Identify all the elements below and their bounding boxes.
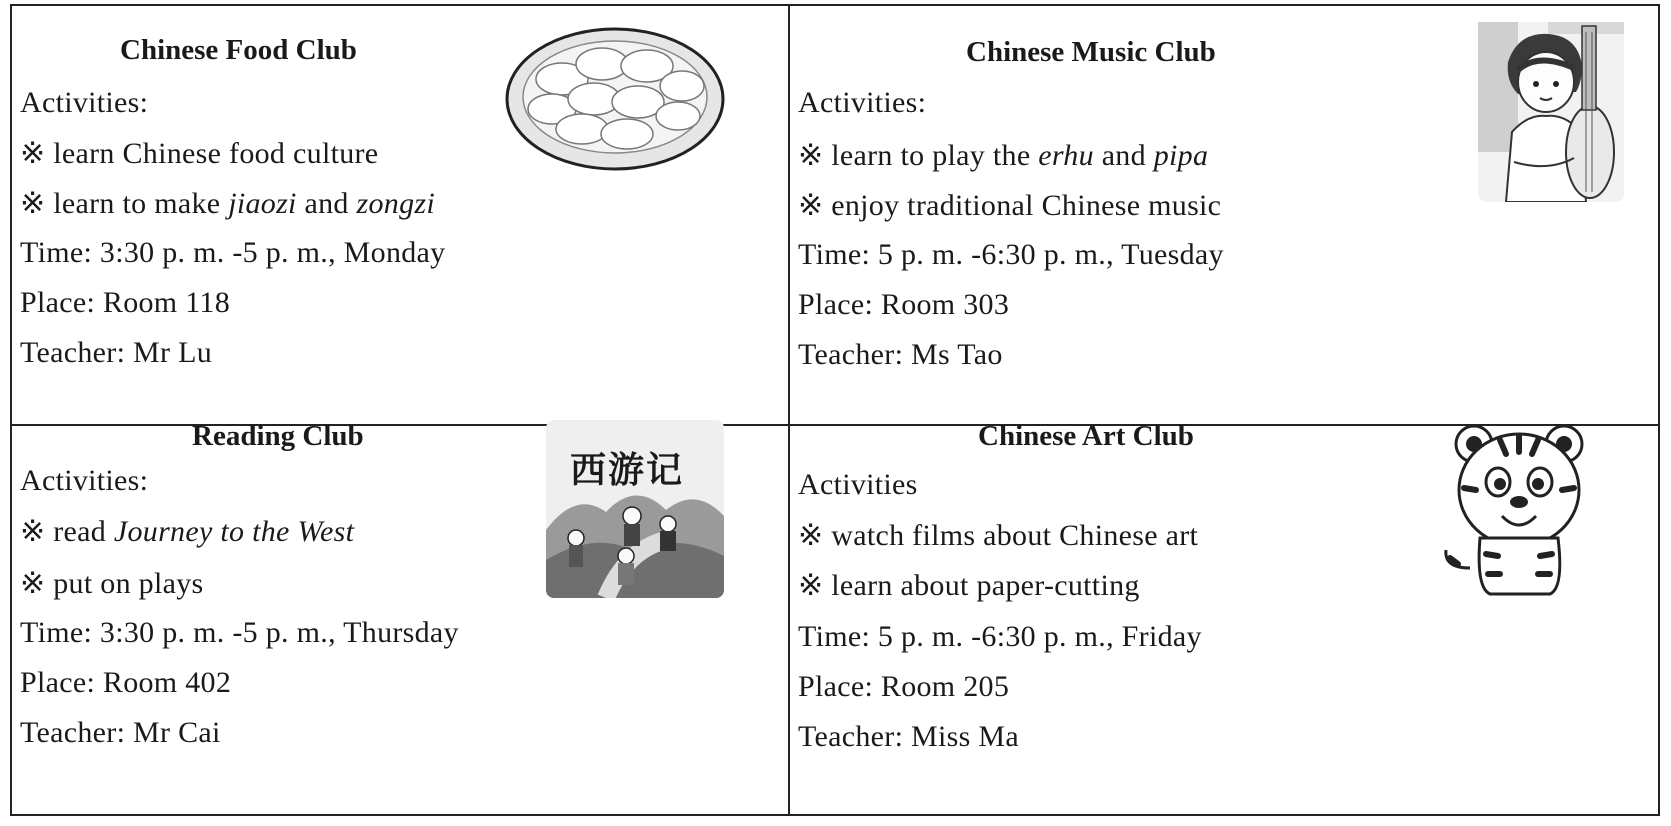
girl-playing-pipa-icon: [1478, 22, 1624, 202]
music-activity-2: ※ enjoy traditional Chinese music: [798, 189, 1222, 222]
music-place: Place: Room 303: [798, 288, 1010, 321]
journey-to-the-west-cover-icon: [546, 420, 724, 598]
reading-activity-1: ※ read Journey to the West: [20, 515, 355, 548]
food-teacher: Teacher: Mr Lu: [20, 336, 213, 369]
music-activity-1: ※ learn to play the erhu and pipa: [798, 139, 1209, 172]
music-activities-label: Activities:: [798, 86, 927, 119]
music-club-title: Chinese Music Club: [966, 36, 1216, 68]
dumplings-plate-icon: [502, 24, 728, 174]
art-club-title: Chinese Art Club: [978, 420, 1194, 452]
art-place: Place: Room 205: [798, 670, 1010, 703]
music-club-cell: [790, 6, 1658, 424]
food-activity-1: ※ learn Chinese food culture: [20, 137, 379, 170]
reading-teacher: Teacher: Mr Cai: [20, 716, 221, 749]
food-activity-2: ※ learn to make jiaozi and zongzi: [20, 187, 436, 220]
reading-club-cell: [12, 420, 788, 814]
book-cover-title: 西游记: [570, 450, 685, 491]
art-activity-2: ※ learn about paper-cutting: [798, 569, 1140, 602]
cartoon-tiger-icon: [1440, 418, 1594, 598]
music-time: Time: 5 p. m. -6:30 p. m., Tuesday: [798, 238, 1224, 271]
reading-time: Time: 3:30 p. m. -5 p. m., Thursday: [20, 616, 459, 649]
art-activity-1: ※ watch films about Chinese art: [798, 519, 1199, 552]
reading-place: Place: Room 402: [20, 666, 232, 699]
food-activities-label: Activities:: [20, 86, 149, 119]
art-activities-label: Activities: [798, 468, 918, 501]
music-teacher: Teacher: Ms Tao: [798, 338, 1003, 371]
club-table: [10, 4, 1660, 816]
reading-club-title: Reading Club: [192, 420, 364, 452]
art-club-cell: [790, 420, 1658, 814]
food-club-title: Chinese Food Club: [120, 34, 357, 66]
reading-activity-2: ※ put on plays: [20, 567, 204, 600]
food-club-cell: [12, 6, 788, 424]
food-place: Place: Room 118: [20, 286, 231, 319]
art-teacher: Teacher: Miss Ma: [798, 720, 1019, 753]
reading-activities-label: Activities:: [20, 464, 149, 497]
art-time: Time: 5 p. m. -6:30 p. m., Friday: [798, 620, 1202, 653]
food-time: Time: 3:30 p. m. -5 p. m., Monday: [20, 236, 446, 269]
